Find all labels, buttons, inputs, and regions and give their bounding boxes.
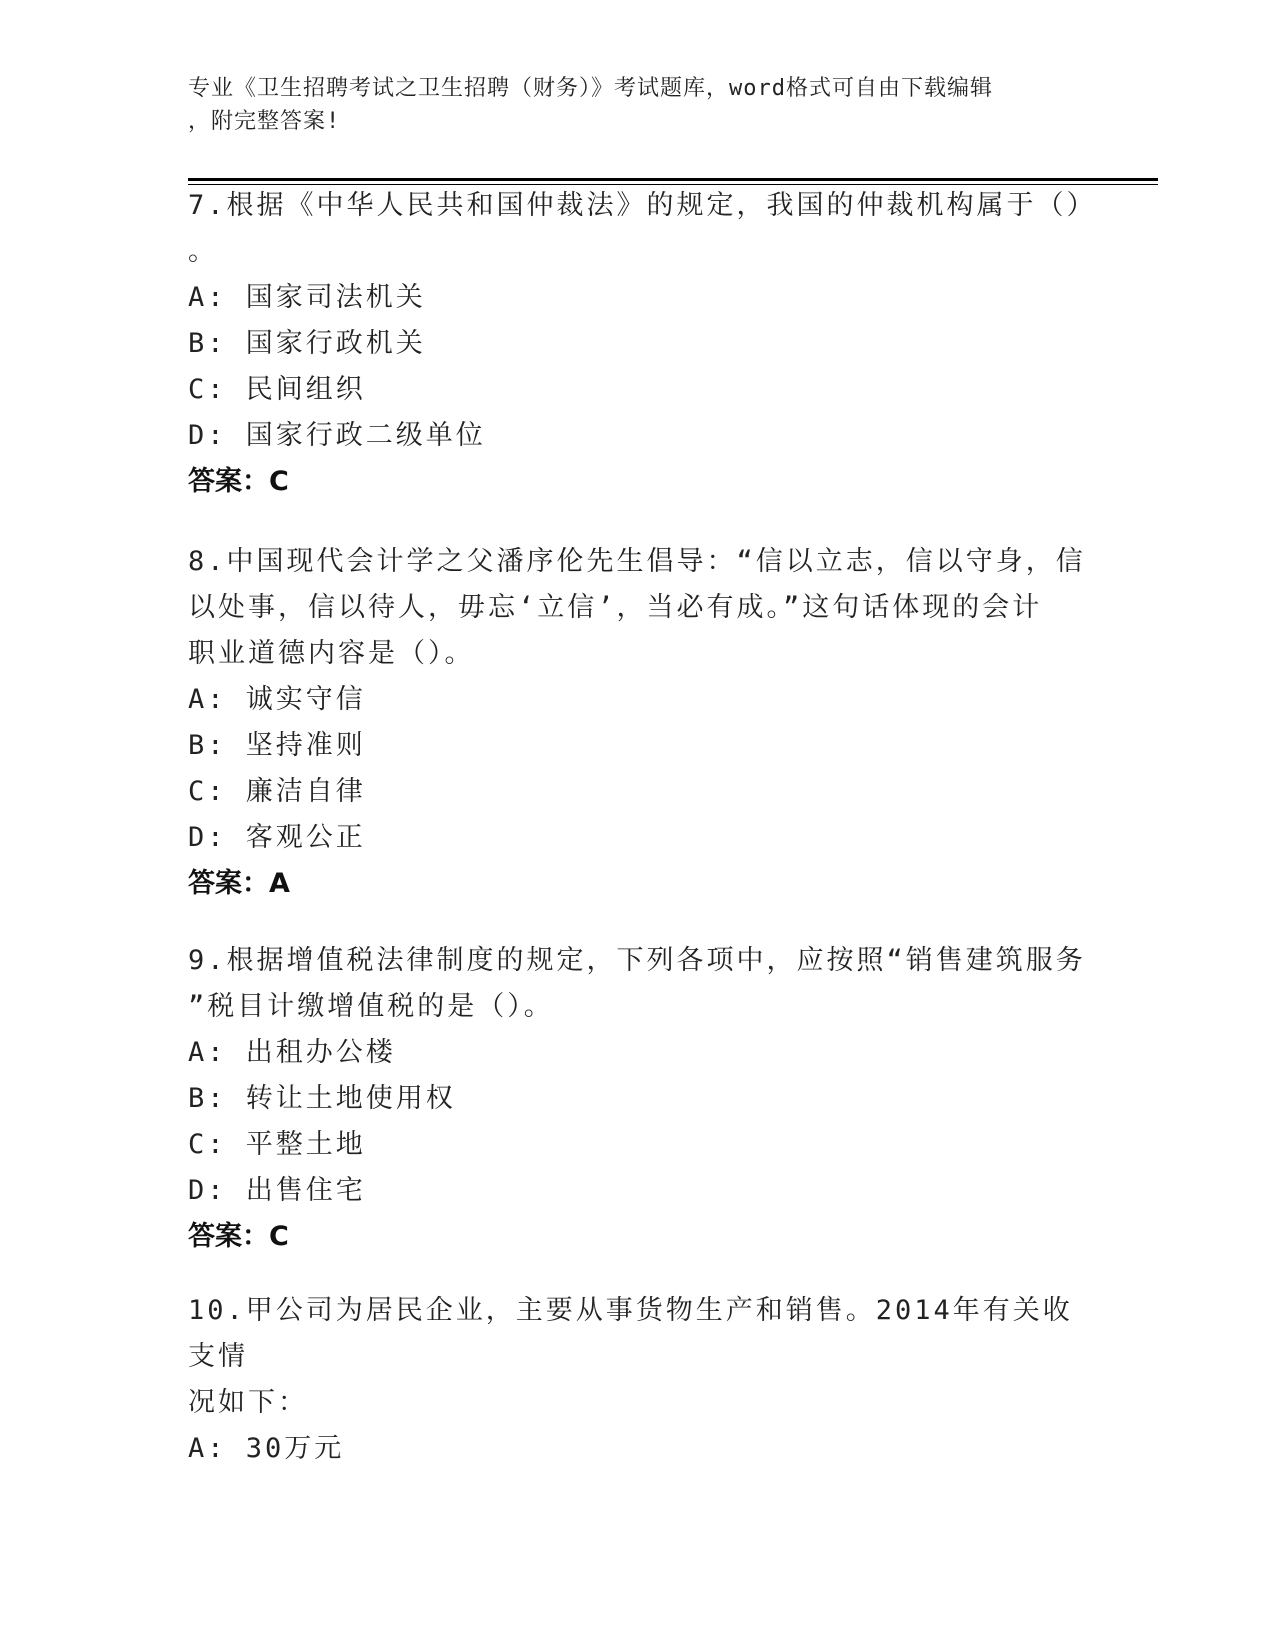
option-d: D: 客观公正 — [188, 822, 366, 853]
document-header — [188, 72, 1088, 138]
question-text-line: 况如下： — [188, 1387, 308, 1418]
option-d: D: 国家行政二级单位 — [188, 420, 486, 451]
option-c: C: 廉洁自律 — [188, 776, 366, 807]
answer-line: 答案：C — [188, 1221, 289, 1252]
option-a: A: 30万元 — [188, 1433, 345, 1464]
question-8 — [188, 539, 1088, 907]
question-text-line: 8.中国现代会计学之父潘序伦先生倡导：“信以立志，信以守身，信 — [188, 546, 1086, 577]
question-text-line: 以处事，信以待人，毋忘‘立信’，当必有成。”这句话体现的会计 — [188, 592, 1043, 623]
option-a: A: 出租办公楼 — [188, 1037, 396, 1068]
question-text-line: 。 — [188, 236, 218, 267]
option-b: B: 国家行政机关 — [188, 328, 426, 359]
answer-line: 答案：C — [188, 466, 289, 497]
option-a: A: 诚实守信 — [188, 684, 366, 715]
header-line-1: 专业《卫生招聘考试之卫生招聘（财务）》考试题库，word格式可自由下载编辑 — [188, 76, 993, 101]
question-text-line: 7.根据《中华人民共和国仲裁法》的规定，我国的仲裁机构属于（） — [188, 190, 1097, 221]
answer-line: 答案：A — [188, 868, 290, 899]
option-b: B: 坚持准则 — [188, 730, 366, 761]
question-text-line: 职业道德内容是（）。 — [188, 638, 475, 669]
header-line-2: ，附完整答案! — [188, 109, 341, 134]
option-c: C: 平整土地 — [188, 1129, 366, 1160]
option-d: D: 出售住宅 — [188, 1175, 366, 1206]
option-c: C: 民间组织 — [188, 374, 366, 405]
header-divider-thick — [188, 178, 1158, 181]
option-b: B: 转让土地使用权 — [188, 1083, 456, 1114]
question-text-line: 10.甲公司为居民企业，主要从事货物生产和销售。2014年有关收支情 — [188, 1295, 1073, 1372]
question-text-line: ”税目计缴增值税的是（）。 — [188, 991, 554, 1022]
question-text-line: 9.根据增值税法律制度的规定，下列各项中，应按照“销售建筑服务 — [188, 945, 1086, 976]
question-7 — [188, 183, 1097, 505]
option-a: A: 国家司法机关 — [188, 282, 426, 313]
question-9 — [188, 938, 1088, 1260]
question-10 — [188, 1288, 1088, 1472]
